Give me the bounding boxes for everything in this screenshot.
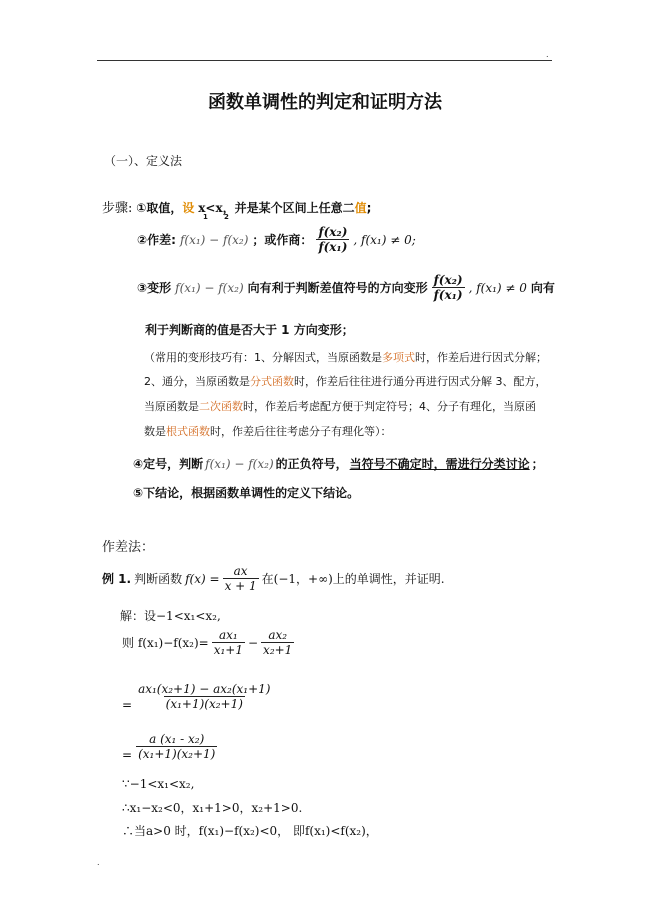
step-2 (137, 225, 416, 254)
step1-sub-2: 2 (224, 213, 229, 221)
solution-step2: = $\frac{\text{ax₁(x₂+1) − ax₂(x₁+1)}}{\text{(x₁+1)(x₂+1)}}$ (122, 681, 271, 712)
since-line: ∵−1<x₁<x₂, (122, 777, 195, 791)
step1-end: ; (366, 201, 372, 215)
step3-desc: 向有利于判断差值符号的方向变形 (247, 281, 428, 295)
step1-x1: x (198, 201, 206, 215)
corner-dot-bottom: . (97, 858, 100, 867)
steps-label: 步骤: (102, 201, 133, 216)
step-5: ⑤下结论，根据函数单调性的定义下结论。 (133, 486, 360, 500)
step3-quotient (432, 273, 465, 302)
tips-line-2: 2、通分，当原函数是分式函数时，作差后往往进行通分再进行因式分解 3、配方， (144, 375, 547, 388)
step2-diff-label: ②作差: (137, 233, 176, 247)
combined-fraction: $\frac{\text{ax₁(x₂+1) − ax₂(x₁+1)}}{\text{(x₁+1)(x₂+1)}}$ (138, 681, 271, 711)
term1-fraction: $\frac{\text{ax₁}}{\text{x₁+1}}$ (213, 628, 243, 657)
term2-fraction: $\frac{\text{ax₂}}{\text{x₂+1}}$ (263, 628, 293, 657)
step3-quot-den: f(x₁) (433, 288, 463, 302)
step-1 (102, 197, 371, 216)
step2-quot-num: f(x₂) (318, 225, 348, 239)
step4-expr: f(x₁) − f(x₂) (205, 456, 274, 471)
step2-diff-expr: f(x₁) − f(x₂) (179, 232, 249, 247)
step3-quot-num: f(x₂) (433, 273, 463, 287)
step3-line2: 利于判断商的值是否大于 1 方向变形； (145, 323, 354, 337)
corner-dot-top: . (546, 50, 549, 59)
step3-tail: 向有 (530, 281, 555, 295)
step1-let: 设 (182, 201, 195, 215)
step-3 (137, 273, 555, 302)
step1-take-value: ①取值， (136, 201, 183, 215)
step3-cond: , f(x₁) ≠ 0 (468, 280, 527, 295)
tips-line-4: 数是根式函数时，作差后往往考虑分子有理化等）： (144, 425, 392, 438)
step2-cond: , f(x₁) ≠ 0; (353, 232, 416, 247)
therefore-line-1: ∴x₁−x₂<0，x₁+1>0，x₂+1>0. (122, 801, 303, 815)
tips-line-3: 当原函数是二次函数时，作差后考虑配方便于判定符号；4、分子有理化，当原函 (144, 400, 536, 413)
solution-step3: = $\frac{\text{a (x₁ - x₂)}}{\text{(x₁+1)(x₂+1)}}$ (122, 731, 216, 762)
step3-label: ③变形 (137, 281, 172, 295)
tip-radical: 根式函数 (166, 425, 210, 438)
section-heading-difference: 作差法： (102, 540, 155, 555)
step2-quotient (316, 225, 349, 254)
header-rule (97, 60, 552, 61)
step1-value: 值 (354, 201, 367, 215)
example-1: 例 1. 判断函数 f(x) = $\frac{ax}{x + 1}$ 在(−1，+∞)上的单调性，并证明. (102, 564, 445, 593)
factored-fraction: $\frac{\text{a (x₁ - x₂)}}{\text{(x₁+1)(x₂+1)}}$ (138, 731, 216, 761)
step4-note: 当符号不确定时，需进行分类讨论 (349, 457, 530, 471)
step1-desc: ，并是某个区间上任意二 (222, 201, 355, 215)
tip-polynomial: 多项式 (382, 351, 415, 364)
tips-line-1: （常用的变形技巧有：1、分解因式，当原函数是多项式时，作差后进行因式分解； (144, 351, 547, 364)
therefore-line-2: ∴当a>0 时，f(x₁)−f(x₂)<0， 即f(x₁)<f(x₂)， (122, 824, 378, 838)
step1-sub-1: 1 (203, 213, 208, 221)
solution-setup: 解：设−1<x₁<x₂, (120, 609, 221, 623)
page-title: 函数单调性的判定和证明方法 (208, 92, 442, 113)
step2-quot-label: ；或作商： (252, 233, 313, 247)
step-4: ④定号，判断 f(x₁) − f(x₂) 的正负符号， 当符号不确定时，需进行分类讨论 ； (133, 456, 544, 471)
tip-quadratic: 二次函数 (199, 400, 243, 413)
step3-expr: f(x₁) − f(x₂) (175, 280, 244, 295)
step1-lt-x2: <x (205, 201, 223, 215)
tip-rational: 分式函数 (250, 375, 294, 388)
example-fx: f(x) = (185, 571, 220, 586)
example-label: 例 1. (102, 572, 132, 586)
example-fraction: $\frac{ax}{x + 1}$ (224, 564, 257, 593)
section-heading-definition: （一）、定义法 (104, 154, 183, 168)
solution-diff: 则 f(x₁)−f(x₂)= $\frac{\text{ax₁}}{\text{x₁+1}}$ − $\frac{\text{ax₂}}{\text{x₂+1}}$ (122, 628, 293, 657)
step2-quot-den: f(x₁) (318, 240, 348, 254)
